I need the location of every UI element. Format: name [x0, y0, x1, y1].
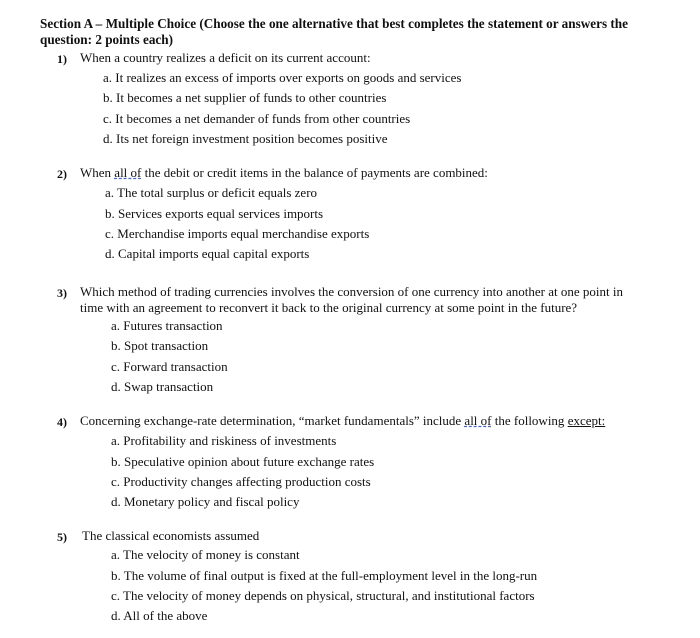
- option-a: a. Futures transaction: [111, 318, 223, 333]
- option-d: d. Capital imports equal capital exports: [105, 246, 310, 261]
- stem-emphasis-except: except:: [567, 413, 606, 428]
- option-b: b. The volume of final output is fixed at the full-employment level in the long-run: [111, 568, 538, 583]
- stem-text: the debit or credit items in the balance of payments are combined:: [141, 165, 488, 180]
- option-d: d. Monetary policy and fiscal policy: [111, 494, 300, 509]
- question-stem-line2: time with an agreement to reconvert it back to the original currency at some point in the future?: [80, 300, 578, 315]
- question-number: 4): [57, 415, 67, 429]
- question-stem: When a country realizes a deficit on its current account:: [80, 50, 371, 65]
- option-a: a. It realizes an excess of imports over exports on goods and services: [103, 70, 462, 85]
- question-number: 1): [57, 52, 67, 66]
- section-heading-line1: Section A – Multiple Choice (Choose the one alternative that best completes the statement or answers the: [40, 16, 628, 31]
- option-c: c. Productivity changes affecting production costs: [111, 474, 371, 489]
- option-b: b. Spot transaction: [111, 338, 209, 353]
- question-number: 3): [57, 286, 67, 300]
- option-c: c. The velocity of money depends on physical, structural, and institutional factors: [111, 588, 535, 603]
- question-stem-line1: Which method of trading currencies involves the conversion of one currency into another at one point in: [80, 284, 623, 299]
- stem-text: When: [80, 165, 115, 180]
- option-a: a. The velocity of money is constant: [111, 547, 300, 562]
- option-c: c. Merchandise imports equal merchandise exports: [105, 226, 370, 241]
- option-c: c. Forward transaction: [111, 359, 228, 374]
- question-stem: [80, 165, 488, 181]
- question-stem: The classical economists assumed: [82, 528, 260, 543]
- option-d: d. Its net foreign investment position becomes positive: [103, 131, 388, 146]
- option-b: b. Speculative opinion about future exchange rates: [111, 454, 375, 469]
- question-stem: [80, 413, 605, 429]
- option-b: b. Services exports equal services imports: [105, 206, 324, 221]
- option-d: d. All of the above: [111, 608, 208, 623]
- section-heading-line2: question: 2 points each): [40, 32, 173, 47]
- stem-emphasis: all of: [464, 413, 492, 428]
- option-c: c. It becomes a net demander of funds from other countries: [103, 111, 411, 126]
- stem-text: the following: [491, 413, 568, 428]
- option-d: d. Swap transaction: [111, 379, 214, 394]
- stem-text: Concerning exchange-rate determination, “market fundamentals” include: [80, 413, 465, 428]
- option-a: a. Profitability and riskiness of investments: [111, 433, 337, 448]
- question-number: 5): [57, 530, 67, 544]
- question-number: 2): [57, 167, 67, 181]
- option-a: a. The total surplus or deficit equals zero: [105, 185, 318, 200]
- stem-emphasis: all of: [114, 165, 142, 180]
- option-b: b. It becomes a net supplier of funds to other countries: [103, 90, 387, 105]
